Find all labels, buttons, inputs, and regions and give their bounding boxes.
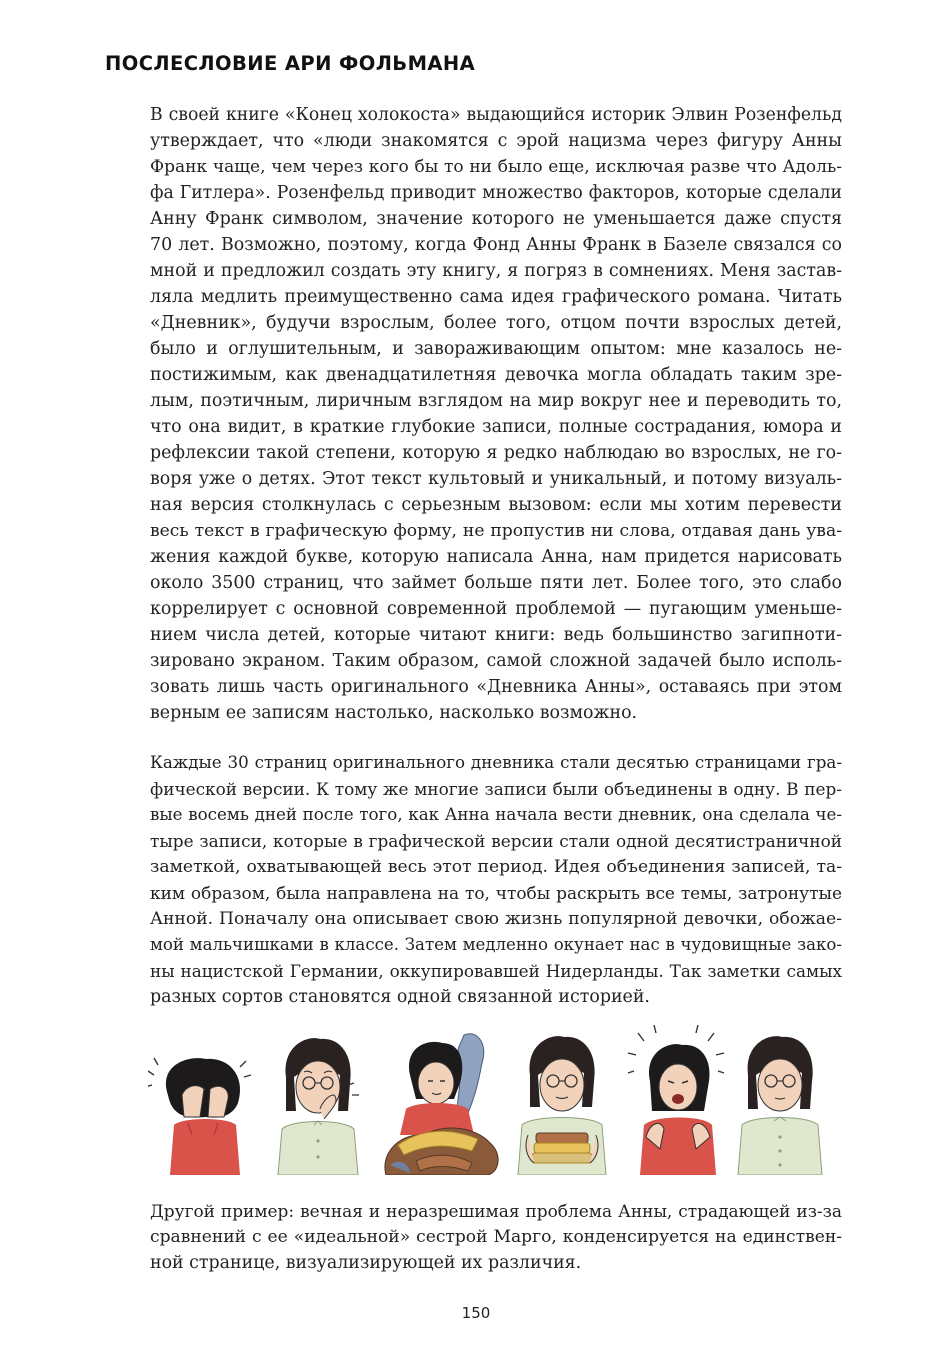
text-line: Анну Франк символом, значение которого не уменьшается даже спустя: [150, 209, 842, 229]
text-line: мой мальчишками в классе. Затем медленно окунает нас в чудовищные зако-: [150, 935, 842, 954]
text-line: нием числа детей, которые читают книги: ведь большинство загипноти-: [150, 625, 842, 645]
margot-worried-illustration: [268, 1025, 364, 1175]
text-line: коррелирует с основной современной проблемой — пугающим уменьше-: [150, 599, 842, 619]
margot-folded-clothes-illustration: [510, 1025, 610, 1175]
text-line: ны нацистской Германии, оккупировавшей Нидерланды. Так заметки самых: [150, 961, 842, 981]
anne-screaming-illustration: [626, 1025, 726, 1175]
text-line: утверждает, что «люди знакомятся с эрой нацизма через фигуру Анны: [150, 131, 842, 151]
text-line: «Дневник», будучи взрослым, более того, отцом почти взрослых детей,: [150, 313, 842, 333]
text-line: вые восемь дней после того, как Анна начала вести дневник, она сделала че-: [150, 805, 842, 824]
text-line: заметкой, охватывающей весь этот период. Идея объединения записей, та-: [150, 857, 842, 877]
text-line: ная версия столкнулась с серьезным вызовом: если мы хотим перевести: [150, 495, 842, 515]
text-line: Другой пример: вечная и неразрешимая проблема Анны, страдающей из-за: [150, 1201, 842, 1221]
text-line: фа Гитлера». Розенфельд приводит множество факторов, которые сделали: [150, 183, 842, 203]
text-line: около 3500 страниц, что займет больше пяти лет. Более того, это слабо: [150, 573, 842, 593]
illustration-strip: [148, 1025, 820, 1175]
text-line: мной и предложил создать эту книгу, я погряз в сомнениях. Меня застав-: [150, 261, 842, 281]
paragraph-3: [150, 1198, 842, 1276]
text-line: сравнений с ее «идеальной» сестрой Марго, конденсируется на единствен-: [150, 1227, 842, 1247]
page-number: 150: [461, 1304, 491, 1322]
text-line: Анной. Поначалу она описывает свою жизнь популярной девочки, обожае-: [150, 909, 842, 929]
anne-crying-illustration: [148, 1025, 260, 1175]
text-line: постижимым, как двенадцатилетняя девочка могла обладать таким зре-: [150, 365, 842, 385]
text-line: Каждые 30 страниц оригинального дневника стали десятью страницами гра-: [150, 753, 842, 772]
text-line: зовать лишь часть оригинального «Дневника Анны», оставаясь при этом: [150, 677, 842, 697]
text-line: 70 лет. Возможно, поэтому, когда Фонд Анны Франк в Базеле связался со: [150, 235, 842, 255]
text-line: ким образом, была направлена на то, чтобы раскрыть все темы, затронутые: [150, 883, 842, 903]
margot-calm-illustration: [730, 1025, 826, 1175]
paragraph-1: [150, 102, 842, 726]
text-line: ной странице, визуализирующей их различия.: [150, 1253, 582, 1273]
text-line: фической версии. К тому же многие записи были объединены в одну. В пер-: [150, 779, 842, 799]
text-line: Франк чаще, чем через кого бы то ни было еще, исключая разве что Адоль-: [150, 157, 842, 177]
text-line: ляла медлить преимущественно сама идея графического романа. Читать: [150, 287, 842, 307]
text-line: воря уже о детях. Этот текст культовый и уникальный, и потому визуаль-: [150, 469, 842, 489]
text-line: лым, поэтичным, лиричным взглядом на мир вокруг нее и переводить то,: [150, 391, 842, 411]
text-line: было и оглушительным, и завораживающим опытом: мне казалось не-: [150, 339, 842, 359]
text-line: рефлексии такой степени, которую я редко наблюдаю во взрослых, не го-: [150, 443, 842, 463]
text-line: разных сортов становятся одной связанной историей.: [150, 987, 650, 1007]
text-line: весь текст в графическую форму, не пропустив ни слова, отдавая дань ува-: [150, 521, 842, 541]
text-line: зировано экраном. Таким образом, самой сложной задачей было исполь-: [150, 651, 842, 671]
text-line: В своей книге «Конец холокоста» выдающийся историк Элвин Розенфельд: [150, 105, 842, 125]
text-line: что она видит, в краткие глубокие записи, полные сострадания, юмора и: [150, 417, 842, 437]
text-line: верным ее записям настолько, насколько возможно.: [150, 703, 638, 723]
chapter-title: ПОСЛЕСЛОВИЕ АРИ ФОЛЬМАНА: [105, 52, 476, 75]
paragraph-2: [150, 750, 842, 1010]
text-line: жения каждой букве, которую написала Анна, нам придется нарисовать: [150, 547, 842, 567]
text-line: тыре записи, которые в графической версии стали одной десятистраничной: [150, 831, 842, 851]
anne-messy-clothes-illustration: [380, 1025, 504, 1175]
